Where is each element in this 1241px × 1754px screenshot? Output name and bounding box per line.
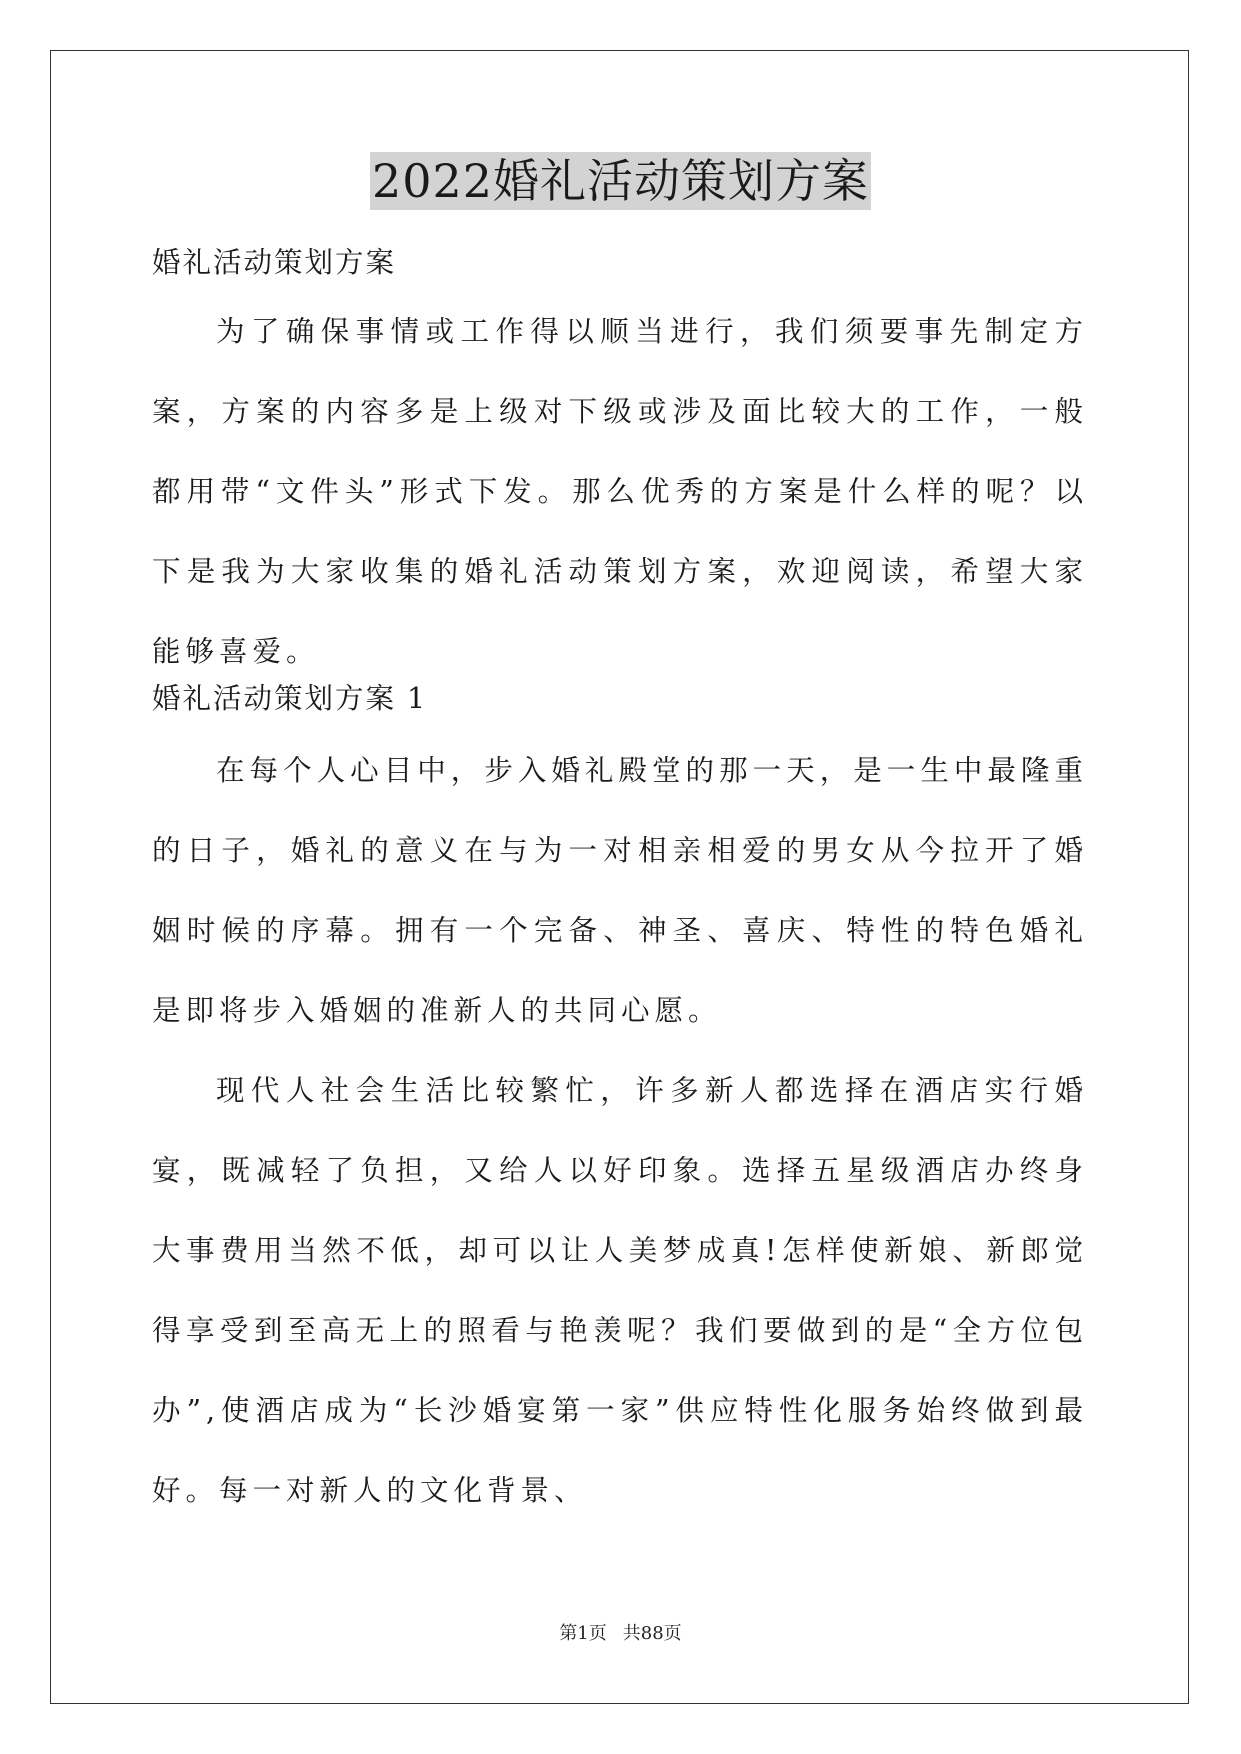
- section1-heading: 婚礼活动策划方案 1: [152, 682, 428, 715]
- intro-heading: 婚礼活动策划方案: [152, 246, 397, 279]
- page-footer: [0, 1619, 1241, 1645]
- intro-paragraph: 为了确保事情或工作得以顺当进行，我们须要事先制定方案，方案的内容多是上级对下级或涉及面比较大的工作，一般都用带“文件头”形式下发。那么优秀的方案是什么样的呢？以下是我为大家收集的婚礼活动策划方案，欢迎阅读，希望大家能够喜爱。: [152, 315, 1088, 668]
- section1-paragraph-2: 现代人社会生活比较繁忙，许多新人都选择在酒店实行婚宴，既减轻了负担，又给人以好印象。选择五星级酒店办终身大事费用当然不低，却可以让人美梦成真!怎样使新娘、新郎觉得享受到至高无上的照看与艳羡呢？我们要做到的是“全方位包办”,使酒店成为“长沙婚宴第一家”供应特性化服务始终做到最好。每一对新人的文化背景、: [152, 1074, 1088, 1507]
- page-number-current: 第1页: [559, 1623, 607, 1644]
- document-title-text: 2022婚礼活动策划方案: [371, 154, 870, 208]
- page-number-total: 共88页: [622, 1623, 682, 1644]
- document-title: [0, 152, 1241, 210]
- section1-paragraph-1: 在每个人心目中，步入婚礼殿堂的那一天，是一生中最隆重的日子，婚礼的意义在与为一对相亲相爱的男女从今拉开了婚姻时候的序幕。拥有一个完备、神圣、喜庆、特性的特色婚礼是即将步入婚姻的准新人的共同心愿。: [152, 754, 1088, 1027]
